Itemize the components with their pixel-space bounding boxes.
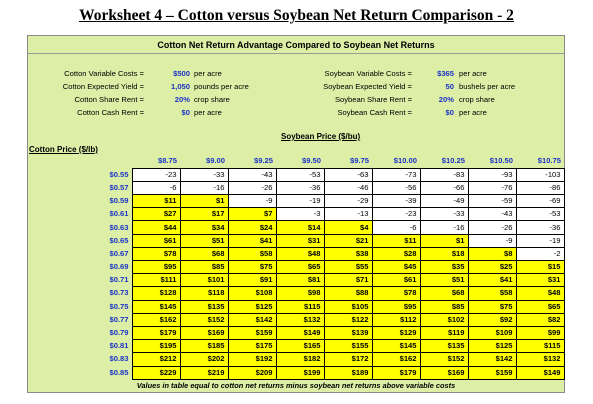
net-return-cell: $48 bbox=[516, 287, 564, 300]
cotton-price-row-label: $0.81 bbox=[105, 340, 132, 353]
table-row bbox=[105, 366, 564, 379]
worksheet-number: Worksheet 4 bbox=[79, 7, 163, 24]
net-return-cell: $1 bbox=[420, 234, 468, 247]
table-row bbox=[105, 340, 564, 353]
net-return-cell: $28 bbox=[372, 247, 420, 260]
net-return-cell: $139 bbox=[324, 326, 372, 339]
net-return-cell: -53 bbox=[516, 208, 564, 221]
cotton-price-row-label: $0.77 bbox=[105, 313, 132, 326]
net-return-cell: $145 bbox=[132, 300, 180, 313]
net-return-cell: $195 bbox=[132, 340, 180, 353]
cotton-expected-yield-value: 1,050 bbox=[170, 82, 190, 91]
net-return-cell: $199 bbox=[276, 366, 324, 379]
net-return-cell: $71 bbox=[324, 274, 372, 287]
cotton-price-row-label: $0.63 bbox=[105, 221, 132, 234]
net-return-cell: $61 bbox=[372, 274, 420, 287]
net-return-cell: -9 bbox=[468, 234, 516, 247]
net-return-cell: $122 bbox=[324, 313, 372, 326]
net-return-cell: $132 bbox=[516, 353, 564, 366]
net-return-cell: $68 bbox=[420, 287, 468, 300]
net-return-cell: $51 bbox=[420, 274, 468, 287]
net-return-cell: $48 bbox=[276, 247, 324, 260]
cotton-price-row-label: $0.69 bbox=[105, 261, 132, 274]
net-return-cell: -33 bbox=[420, 208, 468, 221]
cotton-share-rent-label: Cotton Share Rent = bbox=[74, 95, 144, 104]
soybean-price-header: $9.25 bbox=[253, 156, 273, 166]
net-return-cell: $118 bbox=[180, 287, 228, 300]
net-return-cell: -36 bbox=[276, 181, 324, 194]
net-return-cell: -16 bbox=[420, 221, 468, 234]
table-row bbox=[105, 274, 564, 287]
net-return-cell: $95 bbox=[372, 300, 420, 313]
cotton-price-row-label: $0.55 bbox=[105, 168, 132, 181]
soybean-cash-rent-value: $0 bbox=[445, 108, 454, 117]
cotton-price-row-label: $0.85 bbox=[105, 366, 132, 379]
cotton-price-row-label: $0.65 bbox=[105, 234, 132, 247]
net-return-cell: $119 bbox=[420, 326, 468, 339]
net-return-cell: $202 bbox=[180, 353, 228, 366]
soybean-variable-costs-value: $365 bbox=[437, 69, 454, 78]
cotton-price-heading: Cotton Price ($/lb) bbox=[29, 145, 98, 154]
net-return-cell: $45 bbox=[372, 261, 420, 274]
soybean-expected-yield-unit: bushels per acre bbox=[459, 82, 516, 91]
table-row bbox=[105, 195, 564, 208]
net-return-cell: -73 bbox=[372, 168, 420, 181]
net-return-cell: $38 bbox=[324, 247, 372, 260]
net-return-cell: $75 bbox=[228, 261, 276, 274]
net-return-cell: -39 bbox=[372, 195, 420, 208]
net-return-cell: $14 bbox=[276, 221, 324, 234]
net-return-cell: $152 bbox=[420, 353, 468, 366]
net-return-cell: $65 bbox=[516, 300, 564, 313]
soybean-variable-costs-label: Soybean Variable Costs = bbox=[324, 69, 412, 78]
net-return-cell: $91 bbox=[228, 274, 276, 287]
cotton-price-row-label: $0.73 bbox=[105, 287, 132, 300]
net-return-cell: $85 bbox=[180, 261, 228, 274]
net-return-cell: $185 bbox=[180, 340, 228, 353]
net-return-cell: $112 bbox=[372, 313, 420, 326]
soybean-share-rent-unit: crop share bbox=[459, 95, 495, 104]
net-return-cell: $172 bbox=[324, 353, 372, 366]
net-return-cell: $149 bbox=[516, 366, 564, 379]
net-return-cell: $58 bbox=[468, 287, 516, 300]
net-return-cell: $11 bbox=[372, 234, 420, 247]
panel-title: Cotton Net Return Advantage Compared to Soybean Net Returns bbox=[157, 40, 435, 50]
table-row bbox=[105, 181, 564, 194]
cotton-cash-rent-value: $0 bbox=[181, 108, 190, 117]
net-return-cell: $24 bbox=[228, 221, 276, 234]
table-row bbox=[105, 208, 564, 221]
table-body bbox=[105, 168, 564, 379]
net-return-cell: -23 bbox=[372, 208, 420, 221]
net-return-cell: $27 bbox=[132, 208, 180, 221]
net-return-cell: $165 bbox=[276, 340, 324, 353]
soybean-price-header: $8.75 bbox=[157, 156, 177, 166]
net-return-cell: $82 bbox=[516, 313, 564, 326]
net-return-cell: $15 bbox=[516, 261, 564, 274]
cotton-cash-rent-label: Cotton Cash Rent = bbox=[77, 108, 144, 117]
net-return-cell: $17 bbox=[180, 208, 228, 221]
net-return-cell: -59 bbox=[468, 195, 516, 208]
cotton-variable-costs-value: $500 bbox=[173, 69, 190, 78]
cotton-variable-costs-unit: per acre bbox=[194, 69, 222, 78]
net-return-cell: -6 bbox=[372, 221, 420, 234]
net-return-cell: $115 bbox=[516, 340, 564, 353]
net-return-cell: $182 bbox=[276, 353, 324, 366]
net-return-cell: -49 bbox=[420, 195, 468, 208]
net-return-cell: $149 bbox=[276, 326, 324, 339]
net-return-cell: $99 bbox=[516, 326, 564, 339]
net-return-cell: $31 bbox=[516, 274, 564, 287]
net-return-cell: $189 bbox=[324, 366, 372, 379]
soybean-cash-rent-label: Soybean Cash Rent = bbox=[337, 108, 412, 117]
net-return-cell: -53 bbox=[276, 168, 324, 181]
net-return-cell: -103 bbox=[516, 168, 564, 181]
net-return-cell: $102 bbox=[420, 313, 468, 326]
net-return-cell: $1 bbox=[180, 195, 228, 208]
net-return-cell: $68 bbox=[180, 247, 228, 260]
net-return-cell: -26 bbox=[228, 181, 276, 194]
net-return-cell: $25 bbox=[468, 261, 516, 274]
cotton-expected-yield-label: Cotton Expected Yield = bbox=[62, 82, 144, 91]
net-return-cell: -43 bbox=[228, 168, 276, 181]
net-return-cell: $92 bbox=[468, 313, 516, 326]
net-return-cell: $179 bbox=[372, 366, 420, 379]
table-row bbox=[105, 168, 564, 181]
soybean-price-header-row bbox=[105, 155, 564, 168]
net-return-cell: -2 bbox=[516, 247, 564, 260]
net-return-cell: $111 bbox=[132, 274, 180, 287]
net-return-cell: $219 bbox=[180, 366, 228, 379]
net-return-cell: $34 bbox=[180, 221, 228, 234]
worksheet-subtitle: – Cotton versus Soybean Net Return Comparison - 2 bbox=[162, 7, 514, 24]
net-return-cell: $65 bbox=[276, 261, 324, 274]
table-corner bbox=[105, 155, 132, 168]
net-return-cell: -19 bbox=[276, 195, 324, 208]
net-return-cell: $18 bbox=[420, 247, 468, 260]
net-return-cell: -69 bbox=[516, 195, 564, 208]
soybean-expected-yield-value: 50 bbox=[445, 82, 454, 91]
net-return-cell: $7 bbox=[228, 208, 276, 221]
net-return-cell: $21 bbox=[324, 234, 372, 247]
net-return-cell: -86 bbox=[516, 181, 564, 194]
net-return-cell: $109 bbox=[468, 326, 516, 339]
soybean-price-heading: Soybean Price ($/bu) bbox=[281, 132, 361, 141]
net-return-cell: -3 bbox=[276, 208, 324, 221]
net-return-cell: $51 bbox=[180, 234, 228, 247]
net-return-cell: $101 bbox=[180, 274, 228, 287]
net-return-cell: $145 bbox=[372, 340, 420, 353]
table-row bbox=[105, 353, 564, 366]
cotton-expected-yield-unit: pounds per acre bbox=[194, 82, 249, 91]
net-return-cell: $229 bbox=[132, 366, 180, 379]
net-return-cell: -9 bbox=[228, 195, 276, 208]
soybean-price-header: $10.00 bbox=[393, 156, 417, 166]
soybean-cash-rent-unit: per acre bbox=[459, 108, 487, 117]
net-return-cell: $175 bbox=[228, 340, 276, 353]
net-return-cell: -63 bbox=[324, 168, 372, 181]
net-return-cell: -66 bbox=[420, 181, 468, 194]
net-return-cell: $135 bbox=[420, 340, 468, 353]
net-return-cell: -33 bbox=[180, 168, 228, 181]
net-return-cell: -43 bbox=[468, 208, 516, 221]
soybean-price-header: $10.25 bbox=[441, 156, 465, 166]
net-return-cell: -93 bbox=[468, 168, 516, 181]
cotton-share-rent-value: 20% bbox=[174, 95, 190, 104]
comparison-panel bbox=[27, 35, 565, 393]
net-return-cell: -29 bbox=[324, 195, 372, 208]
soybean-price-header: $9.75 bbox=[349, 156, 369, 166]
soybean-expected-yield-label: Soybean Expected Yield = bbox=[323, 82, 412, 91]
net-return-cell: $95 bbox=[132, 261, 180, 274]
cotton-variable-costs-label: Cotton Variable Costs = bbox=[64, 69, 144, 78]
net-return-cell: $4 bbox=[324, 221, 372, 234]
net-return-cell: $128 bbox=[132, 287, 180, 300]
net-return-cell: $58 bbox=[228, 247, 276, 260]
net-return-cell: -46 bbox=[324, 181, 372, 194]
net-return-cell: -76 bbox=[468, 181, 516, 194]
table-row bbox=[105, 261, 564, 274]
net-return-cell: $88 bbox=[324, 287, 372, 300]
net-return-cell: -83 bbox=[420, 168, 468, 181]
soybean-price-header: $10.75 bbox=[537, 156, 561, 166]
cotton-price-row-label: $0.71 bbox=[105, 274, 132, 287]
table-footnote: Values in table equal to cotton net returns minus soybean net returns above variable costs bbox=[136, 381, 456, 390]
net-return-cell: -36 bbox=[516, 221, 564, 234]
cotton-price-row-label: $0.57 bbox=[105, 181, 132, 194]
worksheet-title bbox=[0, 7, 593, 25]
net-return-cell: $152 bbox=[180, 313, 228, 326]
net-return-cell: $115 bbox=[276, 300, 324, 313]
net-return-cell: $179 bbox=[132, 326, 180, 339]
net-return-cell: $212 bbox=[132, 353, 180, 366]
net-return-cell: $81 bbox=[276, 274, 324, 287]
table-row bbox=[105, 326, 564, 339]
net-return-cell: $142 bbox=[468, 353, 516, 366]
soybean-share-rent-value: 20% bbox=[438, 95, 454, 104]
soybean-price-header: $9.50 bbox=[301, 156, 321, 166]
cotton-price-row-label: $0.83 bbox=[105, 353, 132, 366]
net-return-cell: $162 bbox=[132, 313, 180, 326]
net-return-cell: $75 bbox=[468, 300, 516, 313]
net-return-cell: $142 bbox=[228, 313, 276, 326]
net-return-cell: $155 bbox=[324, 340, 372, 353]
net-return-cell: $78 bbox=[372, 287, 420, 300]
soybean-price-header: $10.50 bbox=[489, 156, 513, 166]
net-return-cell: $192 bbox=[228, 353, 276, 366]
cotton-price-row-label: $0.59 bbox=[105, 195, 132, 208]
net-return-cell: $169 bbox=[180, 326, 228, 339]
net-return-cell: -23 bbox=[132, 168, 180, 181]
table-row bbox=[105, 247, 564, 260]
net-return-cell: $35 bbox=[420, 261, 468, 274]
net-return-cell: $31 bbox=[276, 234, 324, 247]
net-return-cell: $11 bbox=[132, 195, 180, 208]
cotton-price-row-label: $0.75 bbox=[105, 300, 132, 313]
net-return-cell: $162 bbox=[372, 353, 420, 366]
net-return-cell: -26 bbox=[468, 221, 516, 234]
net-return-cell: $125 bbox=[468, 340, 516, 353]
net-return-cell: $61 bbox=[132, 234, 180, 247]
net-return-cell: $41 bbox=[468, 274, 516, 287]
net-return-cell: $159 bbox=[468, 366, 516, 379]
table-row bbox=[105, 221, 564, 234]
net-return-cell: $108 bbox=[228, 287, 276, 300]
net-return-cell: $105 bbox=[324, 300, 372, 313]
cotton-price-row-label: $0.61 bbox=[105, 208, 132, 221]
net-return-cell: -19 bbox=[516, 234, 564, 247]
net-return-table bbox=[105, 155, 565, 380]
table-row bbox=[105, 300, 564, 313]
net-return-cell: $55 bbox=[324, 261, 372, 274]
cotton-share-rent-unit: crop share bbox=[194, 95, 230, 104]
cotton-cash-rent-unit: per acre bbox=[194, 108, 222, 117]
net-return-cell: $169 bbox=[420, 366, 468, 379]
net-return-cell: $209 bbox=[228, 366, 276, 379]
cotton-price-row-label: $0.79 bbox=[105, 326, 132, 339]
net-return-cell: -16 bbox=[180, 181, 228, 194]
net-return-cell: -6 bbox=[132, 181, 180, 194]
net-return-cell: $85 bbox=[420, 300, 468, 313]
net-return-cell: $41 bbox=[228, 234, 276, 247]
soybean-price-header: $9.00 bbox=[205, 156, 225, 166]
net-return-cell: -56 bbox=[372, 181, 420, 194]
soybean-variable-costs-unit: per acre bbox=[459, 69, 487, 78]
net-return-cell: $129 bbox=[372, 326, 420, 339]
net-return-cell: -13 bbox=[324, 208, 372, 221]
net-return-cell: $132 bbox=[276, 313, 324, 326]
panel-divider bbox=[28, 53, 564, 54]
net-return-cell: $159 bbox=[228, 326, 276, 339]
table-row bbox=[105, 234, 564, 247]
net-return-cell: $135 bbox=[180, 300, 228, 313]
net-return-cell: $98 bbox=[276, 287, 324, 300]
net-return-cell: $44 bbox=[132, 221, 180, 234]
net-return-cell: $125 bbox=[228, 300, 276, 313]
net-return-cell: $8 bbox=[468, 247, 516, 260]
cotton-price-row-label: $0.67 bbox=[105, 247, 132, 260]
table-row bbox=[105, 287, 564, 300]
net-return-cell: $78 bbox=[132, 247, 180, 260]
table-row bbox=[105, 313, 564, 326]
soybean-share-rent-label: Soybean Share Rent = bbox=[334, 95, 412, 104]
